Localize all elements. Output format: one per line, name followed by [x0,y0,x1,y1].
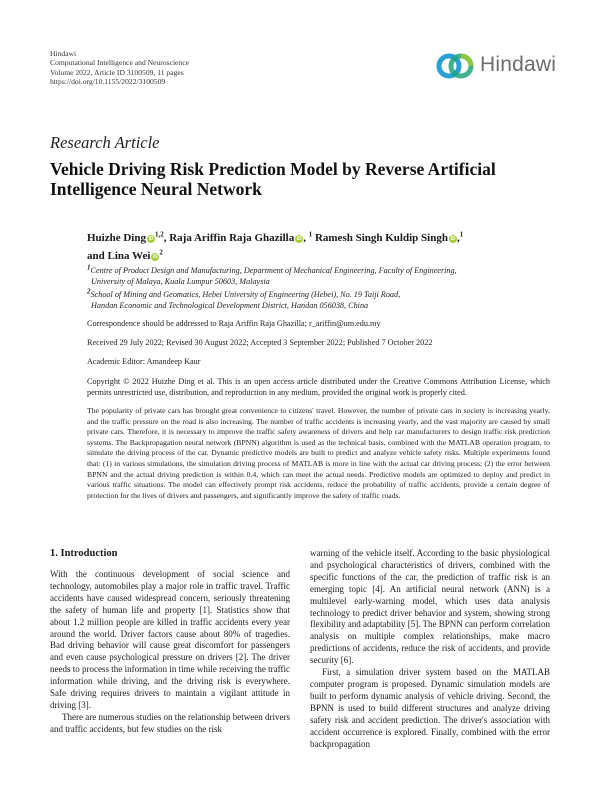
affiliation-1: $^1$Centre of Product Design and Manufacturing, Department of Mechanical Engineering, Faculty of Engineering, University of Malaya, Kuala Lumpur 50603, Malaysia [87,263,457,286]
orcid-icon[interactable]: iD [148,236,154,242]
right-column [310,548,550,750]
doi-link[interactable]: https://doi.org/10.1155/2022/3100509 [50,77,166,87]
paragraph: warning of the vehicle itself. According to the basic physiological and psychological characteristics of drivers, combined with the specific functions of the car, the prediction of traffic risk is an emerging topic [4]. An artificial neural network (ANN) is a multilevel early-warning model, which uses data analysis technology to predict driver behavior and system, showing strong flexibility and adaptability [5]. The BPNN can perform correlation analysis on multiple complex relationships, make macro predictions of accidents, reduce the risk of accidents, and provide security [6]. [310,548,551,666]
copyright-notice: Copyright © 2022 Huizhe Ding et al. This is an open access article distributed under the Creative Commons Attribution License, which permits unrestricted use, distribution, and reproduction in any medium, provided the original work is properly cited. [87,377,550,397]
journal-name: Computational Intelligence and Neuroscience [50,58,189,68]
publication-dates: Received 29 July 2022; Revised 30 August 2022; Accepted 3 September 2022; Published 7 October 2022 [87,338,433,347]
paper-title: Vehicle Driving Risk Prediction Model by Reverse Artificial Intelligence Neural Network [50,159,496,199]
article-type: Research Article [50,133,160,152]
publisher-name: Hindawi [50,49,77,58]
paragraph: First, a simulation driver system based on the MATLAB computer program is proposed. Dynamic simulation models are built to perform dynamic analysis of vehicle driving. Second, the BPNN is used to build different structures and analyze driving safety risk and accident prediction. The driver's association with accident occurrence is explored. Finally, combined with the error backpropagation [310,667,550,749]
author-list [87,229,547,265]
hindawi-logo-icon [436,48,476,84]
volume-line: Volume 2022, Article ID 3100509, 11 pages [50,67,184,77]
academic-editor: Academic Editor: Amandeep Kaur [87,357,201,366]
journal-meta [50,49,189,87]
section-heading: 1. Introduction [50,548,118,559]
correspondence: Correspondence should be addressed to Raja Ariffin Raja Ghazilla; r_ariffin@um.edu.my [87,319,381,328]
abstract: The popularity of private cars has brought great convenience to citizens' travel. However, the number of private cars in society is increasing yearly, and the traffic pressure on the road is also increasing. The number of traffic accidents is increasing yearly, and the vast majority are caused by small private cars. Therefore, it is necessary to improve the traffic safety awareness of drivers and help car manufacturers to design traffic risk prediction systems. The Backpropagation neural network (BPNN) algorithm is used as the technical basis, combined with the MATLAB operation program, to simulate the driving process of the car. Dynamic predictive models are built to predict and analyze vehicle safety risks. Multiple experiments found that: (1) in various simulations, the simulation driving process of MATLAB is more in line with the actual car driving process; (2) the error between BPNN and the actual driving prediction is within 0.4, which can meet the actual needs. Predictive models are optimized to deploy and predict in various traffic situations. The model can effectively prompt risk accidents, reduce the probability of traffic accidents, provide a certain degree of protection for the lives of drivers and passengers, and significantly improve the safety of traffic roads. [87,406,550,500]
author[interactable]: Huizhe Ding iD$^{1,2}$, [87,230,170,244]
hindawi-logo [436,48,557,84]
orcid-icon[interactable]: iD [450,236,456,242]
author[interactable]: Ramesh Singh Kuldip Singh iD ,$^1$ [314,230,464,244]
author[interactable]: and Lina Wei $iD^2$ [87,248,163,262]
affiliation-2: $^2$School of Mining and Geomatics, Hebei University of Engineering (Hebei), No. 19 Taiji Road, Handan Economic and Technological Development District, Handan 056038, China [87,287,401,310]
author[interactable]: Raja Ariffin Raja Ghazilla iD , $^1$ [169,230,313,244]
orcid-icon[interactable]: iD [152,254,158,260]
logo-text: Hindawi [480,53,557,76]
paragraph: With the continuous development of social science and technology, automobiles play a major role in traffic travel. Traffic accidents have caused widespread concern, seriously threatening the safety of human life and property [1]. Statistics show that about 1.2 million people are killed in traffic accidents every year around the world. Driver factors cause about 80% of tragedies. Bad driving behavior will cause great discomfort for passengers and even cause psychological pressure on drivers [2]. The driver needs to process the information in time while receiving the traffic information while driving, and the driving risk is everywhere. Safe driving requires drivers to maintain a vigilant attitude in driving [3]. [50,569,290,710]
paragraph: There are numerous studies on the relationship between drivers and traffic accidents, but few studies on the risk [50,711,290,734]
left-column [50,569,290,736]
orcid-icon[interactable]: iD [296,236,302,242]
